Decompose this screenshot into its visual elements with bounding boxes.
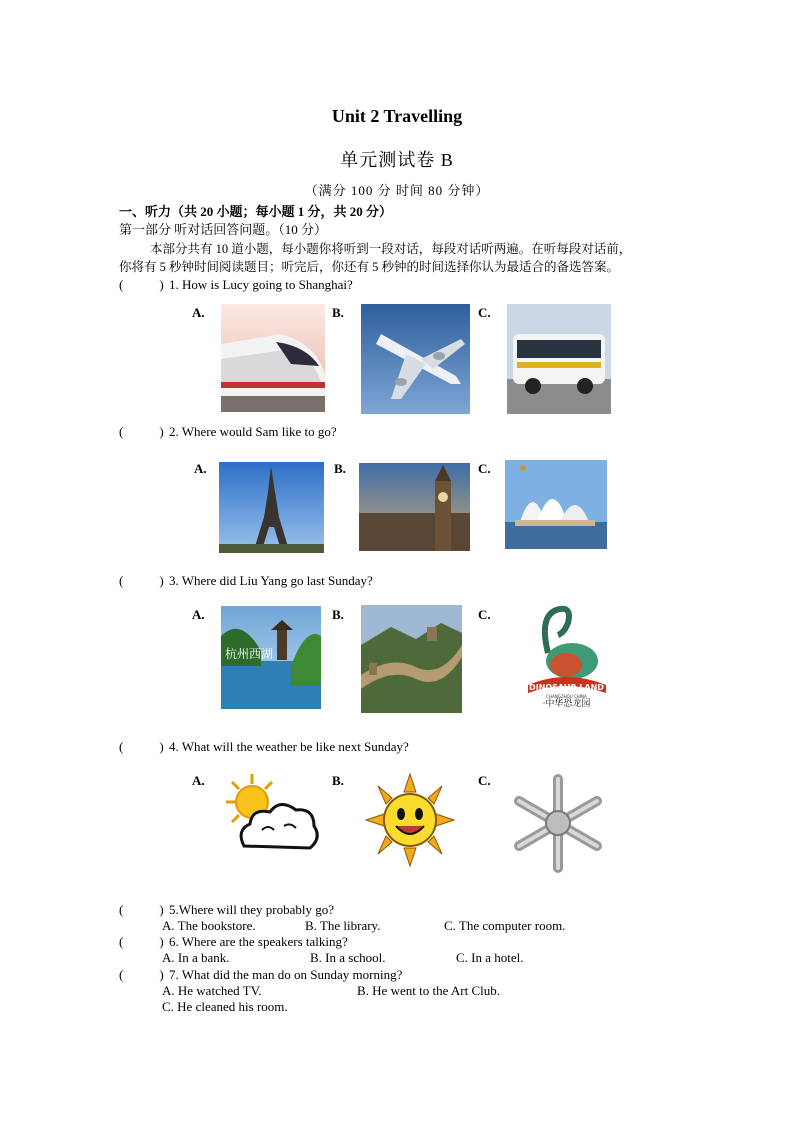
option-c[interactable]: C. In a hotel. [456,950,524,965]
question-text: 6. Where are the speakers talking? [169,934,348,949]
instructions-line1: 本部分共有 10 道小题，每小题你将听到一段对话，每段对话听两遍。在听每段对话前， [150,242,632,256]
part-heading: 第一部分 听对话回答问题。（10 分） [119,222,328,237]
page-subtitle: 单元测试卷 B [340,150,454,170]
option-label-c: C. [478,305,491,320]
instructions-line2: 你将有 5 秒钟时间阅读题目；听完后，你还有 5 秒钟的时间选择你认为最适合的备选答案。 [119,260,620,274]
coach-bus-icon[interactable] [507,304,611,414]
option-label-c: C. [478,773,491,788]
question-2 [119,424,337,440]
question-text: 2. Where would Sam like to go? [169,424,337,439]
dinosaur-land-logo[interactable] [520,603,613,708]
great-wall-icon[interactable] [361,605,462,713]
question-text: 3. Where did Liu Yang go last Sunday? [169,573,373,588]
big-ben-icon[interactable] [359,463,470,551]
dino-banner-text: DINOSAUR LAND [529,683,604,692]
option-label-a: A. [194,461,207,476]
question-text: 5.Where will they probably go? [169,902,334,917]
dino-cn-text: ·中华恐龙园 [542,699,591,708]
option-label-a: A. [192,773,205,788]
option-label-b: B. [332,773,344,788]
airplane-icon[interactable] [361,304,470,414]
sun-cloud-icon[interactable] [222,768,324,864]
section-heading: 一、听力（共 20 小题；每小题 1 分，共 20 分） [119,204,393,219]
question-6 [119,934,348,950]
question-7 [119,967,402,983]
question-3 [119,573,373,589]
question-5 [119,902,334,918]
option-b[interactable]: B. In a school. [310,950,386,965]
question-1 [119,277,353,293]
answer-bracket[interactable]: ( ) [119,424,164,439]
option-label-a: A. [192,305,205,320]
option-b[interactable]: B. The library. [305,918,381,933]
question-text: 1. How is Lucy going to Shanghai? [169,277,353,292]
question-text: 7. What did the man do on Sunday morning? [169,967,403,982]
option-label-a: A. [192,607,205,622]
option-a[interactable]: A. He watched TV. [162,983,262,998]
question-text: 4. What will the weather be like next Sunday? [169,739,409,754]
answer-bracket[interactable]: ( ) [119,277,164,292]
smiling-sun-icon[interactable] [364,772,456,868]
dino-sub-text: CHANGZHOU CHINA [546,694,587,699]
west-lake-pagoda-icon[interactable] [221,606,321,709]
eiffel-tower-icon[interactable] [219,462,324,553]
option-c[interactable]: C. The computer room. [444,918,566,933]
option-label-c: C. [478,607,491,622]
answer-bracket[interactable]: ( ) [119,934,164,949]
question-4 [119,739,409,755]
snowflake-icon[interactable] [507,771,610,876]
answer-bracket[interactable]: ( ) [119,902,164,917]
option-c[interactable]: C. He cleaned his room. [162,999,288,1014]
option-a[interactable]: A. The bookstore. [162,918,256,933]
option-label-b: B. [334,461,346,476]
answer-bracket[interactable]: ( ) [119,739,164,754]
sydney-opera-house-icon[interactable] [505,460,607,549]
option-label-b: B. [332,305,344,320]
answer-bracket[interactable]: ( ) [119,573,164,588]
exam-meta: （满分 100 分 时间 80 分钟） [304,183,490,198]
option-label-c: C. [478,461,491,476]
option-label-b: B. [332,607,344,622]
page-title: Unit 2 Travelling [331,106,463,126]
answer-bracket[interactable]: ( ) [119,967,164,982]
option-a[interactable]: A. In a bank. [162,950,230,965]
high-speed-train-icon[interactable] [221,304,325,412]
option-b[interactable]: B. He went to the Art Club. [357,983,500,998]
west-lake-caption: 杭州西湖 [225,647,274,661]
